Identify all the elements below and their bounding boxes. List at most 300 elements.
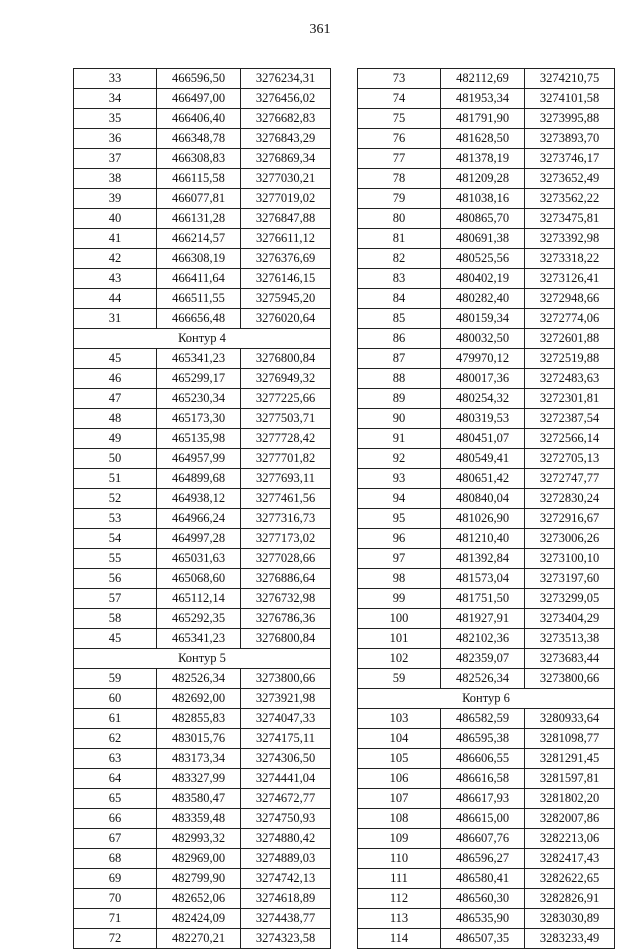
point-number: 49 bbox=[74, 429, 157, 449]
y-coordinate: 3274306,50 bbox=[241, 749, 331, 769]
point-number: 75 bbox=[358, 109, 441, 129]
y-coordinate: 3273995,88 bbox=[525, 109, 615, 129]
y-coordinate: 3274742,13 bbox=[241, 869, 331, 889]
x-coordinate: 465068,60 bbox=[157, 569, 241, 589]
table-row bbox=[358, 869, 615, 889]
point-number: 47 bbox=[74, 389, 157, 409]
y-coordinate: 3276234,31 bbox=[241, 69, 331, 89]
x-coordinate: 466406,40 bbox=[157, 109, 241, 129]
table-row bbox=[358, 829, 615, 849]
table-row bbox=[74, 169, 331, 189]
x-coordinate: 483359,48 bbox=[157, 809, 241, 829]
point-number: 66 bbox=[74, 809, 157, 829]
table-row bbox=[358, 129, 615, 149]
y-coordinate: 3272830,24 bbox=[525, 489, 615, 509]
x-coordinate: 482855,83 bbox=[157, 709, 241, 729]
y-coordinate: 3273746,17 bbox=[525, 149, 615, 169]
x-coordinate: 465173,30 bbox=[157, 409, 241, 429]
point-number: 103 bbox=[358, 709, 441, 729]
point-number: 79 bbox=[358, 189, 441, 209]
y-coordinate: 3281597,81 bbox=[525, 769, 615, 789]
y-coordinate: 3272916,67 bbox=[525, 509, 615, 529]
x-coordinate: 480651,42 bbox=[441, 469, 525, 489]
point-number: 80 bbox=[358, 209, 441, 229]
x-coordinate: 481927,91 bbox=[441, 609, 525, 629]
x-coordinate: 480159,34 bbox=[441, 309, 525, 329]
x-coordinate: 483580,47 bbox=[157, 789, 241, 809]
point-number: 74 bbox=[358, 89, 441, 109]
y-coordinate: 3273404,29 bbox=[525, 609, 615, 629]
x-coordinate: 482692,00 bbox=[157, 689, 241, 709]
y-coordinate: 3274880,42 bbox=[241, 829, 331, 849]
y-coordinate: 3273392,98 bbox=[525, 229, 615, 249]
y-coordinate: 3276843,29 bbox=[241, 129, 331, 149]
point-number: 99 bbox=[358, 589, 441, 609]
y-coordinate: 3274438,77 bbox=[241, 909, 331, 929]
y-coordinate: 3273513,38 bbox=[525, 629, 615, 649]
x-coordinate: 482102,36 bbox=[441, 629, 525, 649]
point-number: 33 bbox=[74, 69, 157, 89]
x-coordinate: 481378,19 bbox=[441, 149, 525, 169]
table-row bbox=[74, 129, 331, 149]
y-coordinate: 3274441,04 bbox=[241, 769, 331, 789]
table-row bbox=[358, 249, 615, 269]
y-coordinate: 3274210,75 bbox=[525, 69, 615, 89]
y-coordinate: 3273475,81 bbox=[525, 209, 615, 229]
point-number: 45 bbox=[74, 629, 157, 649]
point-number: 56 bbox=[74, 569, 157, 589]
y-coordinate: 3277028,66 bbox=[241, 549, 331, 569]
table-row bbox=[74, 589, 331, 609]
point-number: 78 bbox=[358, 169, 441, 189]
table-row bbox=[74, 149, 331, 169]
table-row bbox=[358, 549, 615, 569]
y-coordinate: 3274101,58 bbox=[525, 89, 615, 109]
x-coordinate: 481209,28 bbox=[441, 169, 525, 189]
y-coordinate: 3273800,66 bbox=[525, 669, 615, 689]
table-row bbox=[74, 609, 331, 629]
x-coordinate: 486606,55 bbox=[441, 749, 525, 769]
y-coordinate: 3276682,83 bbox=[241, 109, 331, 129]
x-coordinate: 465135,98 bbox=[157, 429, 241, 449]
y-coordinate: 3274618,89 bbox=[241, 889, 331, 909]
coordinates-table-left bbox=[73, 68, 331, 949]
point-number: 94 bbox=[358, 489, 441, 509]
point-number: 88 bbox=[358, 369, 441, 389]
x-coordinate: 464899,68 bbox=[157, 469, 241, 489]
x-coordinate: 464966,24 bbox=[157, 509, 241, 529]
table-row bbox=[74, 429, 331, 449]
table-row bbox=[74, 569, 331, 589]
x-coordinate: 486560,30 bbox=[441, 889, 525, 909]
y-coordinate: 3273652,49 bbox=[525, 169, 615, 189]
point-number: 105 bbox=[358, 749, 441, 769]
table-row bbox=[358, 89, 615, 109]
point-number: 51 bbox=[74, 469, 157, 489]
point-number: 70 bbox=[74, 889, 157, 909]
point-number: 85 bbox=[358, 309, 441, 329]
table-row bbox=[74, 229, 331, 249]
y-coordinate: 3273683,44 bbox=[525, 649, 615, 669]
point-number: 100 bbox=[358, 609, 441, 629]
x-coordinate: 481038,16 bbox=[441, 189, 525, 209]
table-row bbox=[74, 249, 331, 269]
y-coordinate: 3281291,45 bbox=[525, 749, 615, 769]
table-row bbox=[358, 429, 615, 449]
table-row bbox=[358, 169, 615, 189]
table-row bbox=[358, 769, 615, 789]
point-number: 113 bbox=[358, 909, 441, 929]
x-coordinate: 482526,34 bbox=[441, 669, 525, 689]
y-coordinate: 3274175,11 bbox=[241, 729, 331, 749]
point-number: 45 bbox=[74, 349, 157, 369]
table-row bbox=[358, 709, 615, 729]
table-row bbox=[74, 729, 331, 749]
y-coordinate: 3273921,98 bbox=[241, 689, 331, 709]
point-number: 63 bbox=[74, 749, 157, 769]
x-coordinate: 466214,57 bbox=[157, 229, 241, 249]
point-number: 52 bbox=[74, 489, 157, 509]
table-row bbox=[358, 109, 615, 129]
x-coordinate: 486616,58 bbox=[441, 769, 525, 789]
x-coordinate: 466308,83 bbox=[157, 149, 241, 169]
x-coordinate: 482112,69 bbox=[441, 69, 525, 89]
y-coordinate: 3276020,64 bbox=[241, 309, 331, 329]
y-coordinate: 3276146,15 bbox=[241, 269, 331, 289]
x-coordinate: 481392,84 bbox=[441, 549, 525, 569]
point-number: 107 bbox=[358, 789, 441, 809]
y-coordinate: 3277461,56 bbox=[241, 489, 331, 509]
x-coordinate: 481953,34 bbox=[441, 89, 525, 109]
point-number: 38 bbox=[74, 169, 157, 189]
y-coordinate: 3276456,02 bbox=[241, 89, 331, 109]
point-number: 86 bbox=[358, 329, 441, 349]
x-coordinate: 483173,34 bbox=[157, 749, 241, 769]
x-coordinate: 486615,00 bbox=[441, 809, 525, 829]
point-number: 65 bbox=[74, 789, 157, 809]
table-row bbox=[358, 189, 615, 209]
table-row bbox=[358, 789, 615, 809]
x-coordinate: 464997,28 bbox=[157, 529, 241, 549]
x-coordinate: 465341,23 bbox=[157, 349, 241, 369]
table-row bbox=[74, 629, 331, 649]
point-number: 42 bbox=[74, 249, 157, 269]
point-number: 106 bbox=[358, 769, 441, 789]
table-row bbox=[74, 489, 331, 509]
y-coordinate: 3276847,88 bbox=[241, 209, 331, 229]
point-number: 112 bbox=[358, 889, 441, 909]
point-number: 109 bbox=[358, 829, 441, 849]
table-row bbox=[74, 389, 331, 409]
x-coordinate: 486596,27 bbox=[441, 849, 525, 869]
point-number: 73 bbox=[358, 69, 441, 89]
table-row bbox=[358, 329, 615, 349]
point-number: 89 bbox=[358, 389, 441, 409]
y-coordinate: 3273318,22 bbox=[525, 249, 615, 269]
y-coordinate: 3274672,77 bbox=[241, 789, 331, 809]
y-coordinate: 3277728,42 bbox=[241, 429, 331, 449]
table-row bbox=[74, 349, 331, 369]
page-number: 361 bbox=[309, 22, 331, 37]
x-coordinate: 465031,63 bbox=[157, 549, 241, 569]
y-coordinate: 3276886,64 bbox=[241, 569, 331, 589]
x-coordinate: 466411,64 bbox=[157, 269, 241, 289]
table-row bbox=[358, 289, 615, 309]
x-coordinate: 481210,40 bbox=[441, 529, 525, 549]
y-coordinate: 3281098,77 bbox=[525, 729, 615, 749]
y-coordinate: 3273562,22 bbox=[525, 189, 615, 209]
x-coordinate: 481751,50 bbox=[441, 589, 525, 609]
y-coordinate: 3272948,66 bbox=[525, 289, 615, 309]
x-coordinate: 466131,28 bbox=[157, 209, 241, 229]
point-number: 96 bbox=[358, 529, 441, 549]
point-number: 101 bbox=[358, 629, 441, 649]
y-coordinate: 3277503,71 bbox=[241, 409, 331, 429]
point-number: 91 bbox=[358, 429, 441, 449]
contour-heading: Контур 5 bbox=[74, 649, 331, 669]
point-number: 40 bbox=[74, 209, 157, 229]
x-coordinate: 480549,41 bbox=[441, 449, 525, 469]
table-row bbox=[74, 469, 331, 489]
table-row bbox=[358, 389, 615, 409]
y-coordinate: 3273893,70 bbox=[525, 129, 615, 149]
table-row bbox=[74, 749, 331, 769]
point-number: 98 bbox=[358, 569, 441, 589]
point-number: 44 bbox=[74, 289, 157, 309]
table-row bbox=[358, 809, 615, 829]
y-coordinate: 3277019,02 bbox=[241, 189, 331, 209]
x-coordinate: 480282,40 bbox=[441, 289, 525, 309]
x-coordinate: 482969,00 bbox=[157, 849, 241, 869]
table-row bbox=[74, 789, 331, 809]
point-number: 34 bbox=[74, 89, 157, 109]
table-row bbox=[74, 869, 331, 889]
point-number: 104 bbox=[358, 729, 441, 749]
y-coordinate: 3274889,03 bbox=[241, 849, 331, 869]
point-number: 77 bbox=[358, 149, 441, 169]
point-number: 110 bbox=[358, 849, 441, 869]
y-coordinate: 3276376,69 bbox=[241, 249, 331, 269]
point-number: 82 bbox=[358, 249, 441, 269]
table-row bbox=[74, 289, 331, 309]
table-row bbox=[358, 509, 615, 529]
table-row bbox=[74, 209, 331, 229]
point-number: 108 bbox=[358, 809, 441, 829]
point-number: 102 bbox=[358, 649, 441, 669]
y-coordinate: 3274047,33 bbox=[241, 709, 331, 729]
y-coordinate: 3272519,88 bbox=[525, 349, 615, 369]
table-row bbox=[358, 269, 615, 289]
point-number: 76 bbox=[358, 129, 441, 149]
x-coordinate: 480451,07 bbox=[441, 429, 525, 449]
y-coordinate: 3282213,06 bbox=[525, 829, 615, 849]
table-row bbox=[74, 529, 331, 549]
x-coordinate: 481573,04 bbox=[441, 569, 525, 589]
table-row bbox=[74, 689, 331, 709]
table-row bbox=[358, 449, 615, 469]
x-coordinate: 480691,38 bbox=[441, 229, 525, 249]
y-coordinate: 3272566,14 bbox=[525, 429, 615, 449]
y-coordinate: 3277030,21 bbox=[241, 169, 331, 189]
point-number: 60 bbox=[74, 689, 157, 709]
x-coordinate: 482424,09 bbox=[157, 909, 241, 929]
point-number: 68 bbox=[74, 849, 157, 869]
x-coordinate: 481791,90 bbox=[441, 109, 525, 129]
table-row bbox=[74, 409, 331, 429]
table-row bbox=[74, 549, 331, 569]
contour-heading: Контур 6 bbox=[358, 689, 615, 709]
table-row bbox=[358, 849, 615, 869]
x-coordinate: 465112,14 bbox=[157, 589, 241, 609]
y-coordinate: 3273299,05 bbox=[525, 589, 615, 609]
x-coordinate: 480017,36 bbox=[441, 369, 525, 389]
y-coordinate: 3277173,02 bbox=[241, 529, 331, 549]
table-row bbox=[74, 709, 331, 729]
y-coordinate: 3283233,49 bbox=[525, 929, 615, 949]
table-row bbox=[74, 809, 331, 829]
table-row bbox=[358, 489, 615, 509]
x-coordinate: 480319,53 bbox=[441, 409, 525, 429]
y-coordinate: 3276786,36 bbox=[241, 609, 331, 629]
x-coordinate: 465230,34 bbox=[157, 389, 241, 409]
x-coordinate: 486617,93 bbox=[441, 789, 525, 809]
y-coordinate: 3272483,63 bbox=[525, 369, 615, 389]
table-row bbox=[358, 889, 615, 909]
table-row bbox=[358, 589, 615, 609]
table-row bbox=[74, 769, 331, 789]
x-coordinate: 486580,41 bbox=[441, 869, 525, 889]
y-coordinate: 3277316,73 bbox=[241, 509, 331, 529]
table-row bbox=[74, 669, 331, 689]
table-row bbox=[74, 369, 331, 389]
point-number: 62 bbox=[74, 729, 157, 749]
x-coordinate: 483015,76 bbox=[157, 729, 241, 749]
point-number: 50 bbox=[74, 449, 157, 469]
x-coordinate: 466077,81 bbox=[157, 189, 241, 209]
point-number: 95 bbox=[358, 509, 441, 529]
point-number: 84 bbox=[358, 289, 441, 309]
x-coordinate: 466308,19 bbox=[157, 249, 241, 269]
y-coordinate: 3277701,82 bbox=[241, 449, 331, 469]
table-row bbox=[74, 109, 331, 129]
x-coordinate: 486607,76 bbox=[441, 829, 525, 849]
x-coordinate: 465299,17 bbox=[157, 369, 241, 389]
table-row bbox=[358, 229, 615, 249]
point-number: 83 bbox=[358, 269, 441, 289]
y-coordinate: 3282826,91 bbox=[525, 889, 615, 909]
x-coordinate: 482359,07 bbox=[441, 649, 525, 669]
point-number: 69 bbox=[74, 869, 157, 889]
point-number: 57 bbox=[74, 589, 157, 609]
point-number: 43 bbox=[74, 269, 157, 289]
table-row bbox=[358, 469, 615, 489]
table-row bbox=[74, 509, 331, 529]
y-coordinate: 3273126,41 bbox=[525, 269, 615, 289]
x-coordinate: 486535,90 bbox=[441, 909, 525, 929]
y-coordinate: 3276800,84 bbox=[241, 629, 331, 649]
point-number: 81 bbox=[358, 229, 441, 249]
x-coordinate: 465341,23 bbox=[157, 629, 241, 649]
point-number: 72 bbox=[74, 929, 157, 949]
point-number: 41 bbox=[74, 229, 157, 249]
y-coordinate: 3273100,10 bbox=[525, 549, 615, 569]
x-coordinate: 466511,55 bbox=[157, 289, 241, 309]
x-coordinate: 466596,50 bbox=[157, 69, 241, 89]
table-row bbox=[358, 529, 615, 549]
table-row bbox=[74, 69, 331, 89]
point-number: 90 bbox=[358, 409, 441, 429]
point-number: 59 bbox=[74, 669, 157, 689]
point-number: 87 bbox=[358, 349, 441, 369]
y-coordinate: 3276732,98 bbox=[241, 589, 331, 609]
point-number: 53 bbox=[74, 509, 157, 529]
x-coordinate: 481026,90 bbox=[441, 509, 525, 529]
point-number: 37 bbox=[74, 149, 157, 169]
y-coordinate: 3274750,93 bbox=[241, 809, 331, 829]
table-row bbox=[358, 349, 615, 369]
x-coordinate: 482526,34 bbox=[157, 669, 241, 689]
contour-heading-row bbox=[74, 649, 331, 669]
point-number: 111 bbox=[358, 869, 441, 889]
y-coordinate: 3272705,13 bbox=[525, 449, 615, 469]
y-coordinate: 3272601,88 bbox=[525, 329, 615, 349]
y-coordinate: 3276869,34 bbox=[241, 149, 331, 169]
x-coordinate: 480032,50 bbox=[441, 329, 525, 349]
y-coordinate: 3273006,26 bbox=[525, 529, 615, 549]
x-coordinate: 479970,12 bbox=[441, 349, 525, 369]
y-coordinate: 3275945,20 bbox=[241, 289, 331, 309]
point-number: 61 bbox=[74, 709, 157, 729]
table-row bbox=[74, 189, 331, 209]
table-row bbox=[358, 309, 615, 329]
point-number: 55 bbox=[74, 549, 157, 569]
point-number: 93 bbox=[358, 469, 441, 489]
table-row bbox=[358, 609, 615, 629]
table-row bbox=[358, 209, 615, 229]
x-coordinate: 480525,56 bbox=[441, 249, 525, 269]
point-number: 39 bbox=[74, 189, 157, 209]
y-coordinate: 3272774,06 bbox=[525, 309, 615, 329]
x-coordinate: 482652,06 bbox=[157, 889, 241, 909]
x-coordinate: 480402,19 bbox=[441, 269, 525, 289]
table-row bbox=[358, 629, 615, 649]
y-coordinate: 3272301,81 bbox=[525, 389, 615, 409]
table-row bbox=[358, 909, 615, 929]
table-row bbox=[358, 149, 615, 169]
x-coordinate: 466115,58 bbox=[157, 169, 241, 189]
y-coordinate: 3276611,12 bbox=[241, 229, 331, 249]
table-row bbox=[74, 849, 331, 869]
table-row bbox=[358, 369, 615, 389]
table-row bbox=[74, 929, 331, 949]
point-number: 71 bbox=[74, 909, 157, 929]
contour-heading-row bbox=[74, 329, 331, 349]
point-number: 36 bbox=[74, 129, 157, 149]
x-coordinate: 482799,90 bbox=[157, 869, 241, 889]
x-coordinate: 466497,00 bbox=[157, 89, 241, 109]
table-row bbox=[358, 569, 615, 589]
contour-heading: Контур 4 bbox=[74, 329, 331, 349]
y-coordinate: 3273197,60 bbox=[525, 569, 615, 589]
point-number: 64 bbox=[74, 769, 157, 789]
table-row bbox=[74, 889, 331, 909]
table-row bbox=[74, 829, 331, 849]
x-coordinate: 466348,78 bbox=[157, 129, 241, 149]
y-coordinate: 3274323,58 bbox=[241, 929, 331, 949]
point-number: 58 bbox=[74, 609, 157, 629]
y-coordinate: 3283030,89 bbox=[525, 909, 615, 929]
point-number: 31 bbox=[74, 309, 157, 329]
